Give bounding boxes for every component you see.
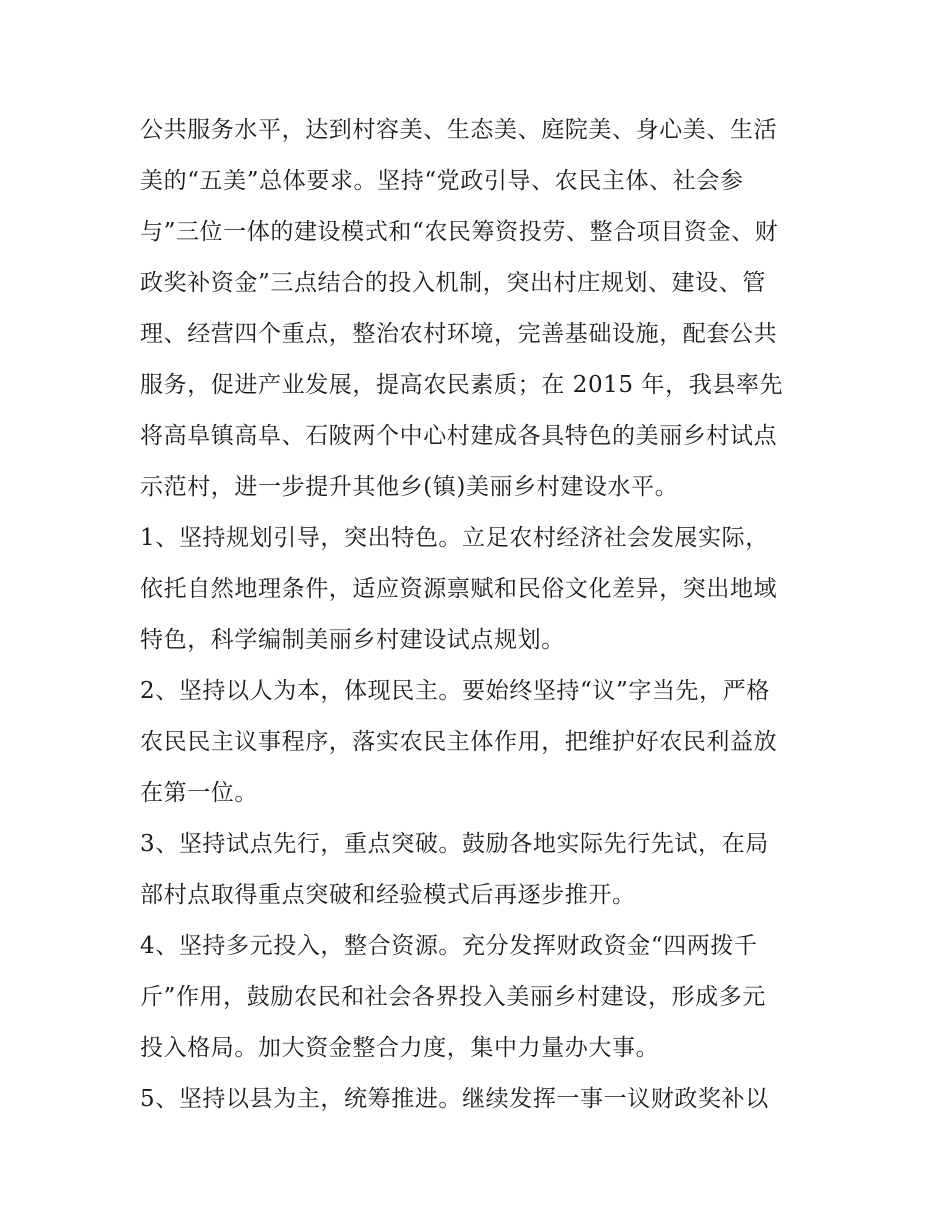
list-item-5: 5、坚持以县为主，统筹推进。继续发挥一事一议财政奖补以 <box>140 1086 769 1112</box>
text-line: 示范村，进一步提升其他乡(镇)美丽乡村建设水平。 <box>140 474 679 500</box>
text-line: 公共服务水平，达到村容美、生态美、庭院美、身心美、生活 <box>140 117 778 143</box>
list-item-4: 4、坚持多元投入，整合资源。充分发挥财政资金“四两拨千 <box>140 933 758 959</box>
text-line: 与”三位一体的建设模式和“农民筹资投劳、整合项目资金、财 <box>140 219 779 245</box>
list-item-2: 2、坚持以人为本，体现民主。要始终坚持“议”字当先，严格 <box>140 678 770 704</box>
text-line: 服务，促进产业发展，提高农民素质；在 2015 年，我县率先 <box>140 372 784 398</box>
text-line: 政奖补资金”三点结合的投入机制，突出村庄规划、建设、管 <box>140 270 766 296</box>
text-line: 美的“五美”总体要求。坚持“党政引导、农民主体、社会参 <box>140 168 744 194</box>
text-line: 斤”作用，鼓励农民和社会各界投入美丽乡村建设，形成多元 <box>140 984 766 1010</box>
text-line: 农民民主议事程序，落实农民主体作用，把维护好农民利益放 <box>140 729 778 755</box>
text-line: 在第一位。 <box>140 780 258 806</box>
text-line: 部村点取得重点突破和经验模式后再逐步推开。 <box>140 882 636 908</box>
body-text <box>140 108 820 1128</box>
text-line: 投入格局。加大资金整合力度，集中力量办大事。 <box>140 1035 660 1061</box>
list-item-3: 3、坚持试点先行，重点突破。鼓励各地实际先行先试，在局 <box>140 831 769 857</box>
text-line: 将高阜镇高阜、石陂两个中心村建成各具特色的美丽乡村试点 <box>140 423 778 449</box>
list-item-1: 1、坚持规划引导，突出特色。立足农村经济社会发展实际， <box>140 525 769 551</box>
text-line: 理、经营四个重点，整治农村环境，完善基础设施，配套公共 <box>140 321 778 347</box>
text-line: 特色，科学编制美丽乡村建设试点规划。 <box>140 627 565 653</box>
text-line: 依托自然地理条件，适应资源禀赋和民俗文化差异，突出地域 <box>140 576 778 602</box>
